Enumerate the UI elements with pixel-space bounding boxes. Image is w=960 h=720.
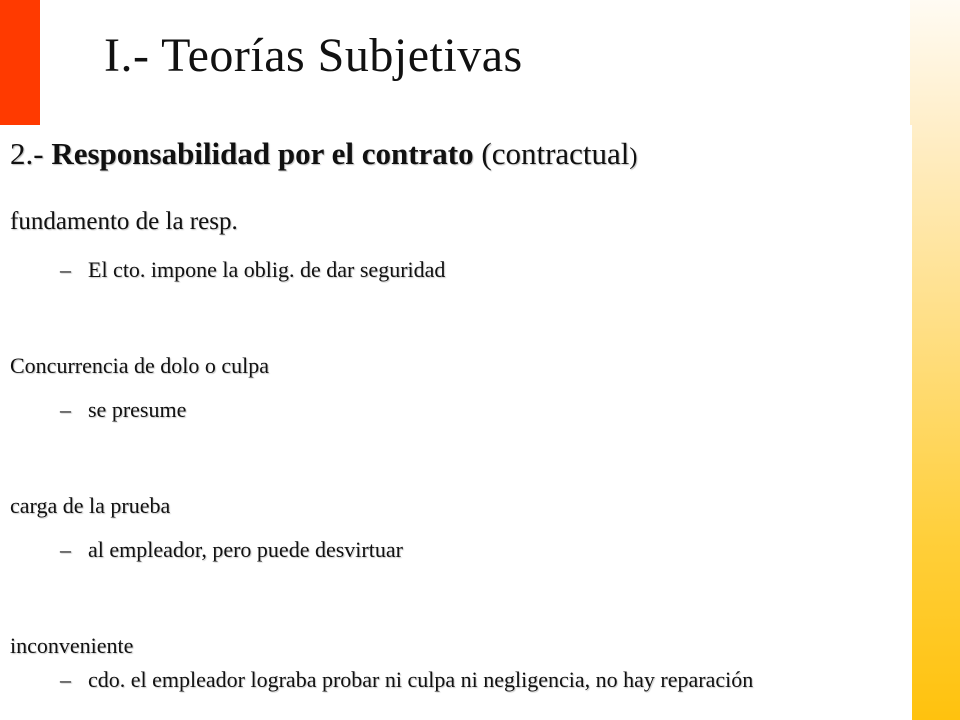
bullet-carga bbox=[60, 536, 403, 564]
bullet-text: cdo. el empleador lograba probar ni culpa ni negligencia, no hay reparación bbox=[88, 667, 754, 692]
section-label-inconveniente: inconveniente bbox=[10, 633, 134, 658]
bullet-text: se presume bbox=[88, 397, 187, 422]
section-label-concurrencia: Concurrencia de dolo o culpa bbox=[10, 353, 270, 378]
heading-paren: (contractual bbox=[473, 136, 630, 171]
section-label-carga: carga de la prueba bbox=[10, 493, 171, 518]
bullet-dash: – bbox=[60, 397, 71, 422]
heading-bold: Responsabilidad por el contrato bbox=[51, 136, 474, 171]
heading-number: 2.- bbox=[10, 136, 52, 171]
bullet-concurrencia bbox=[60, 396, 186, 424]
bullet-dash: – bbox=[60, 667, 71, 692]
bullet-fundamento bbox=[60, 256, 445, 284]
section-heading bbox=[10, 134, 637, 177]
bullet-inconveniente bbox=[60, 666, 753, 694]
bullet-text: El cto. impone la oblig. de dar seguridad bbox=[88, 257, 446, 282]
section-label-fundamento: fundamento de la resp. bbox=[10, 208, 238, 235]
bullet-dash: – bbox=[60, 257, 71, 282]
right-accent-strip bbox=[910, 0, 960, 720]
slide-title: I.- Teorías Subjetivas bbox=[104, 29, 523, 82]
bullet-text: al empleador, pero puede desvirtuar bbox=[88, 537, 403, 562]
heading-close: ) bbox=[629, 144, 638, 170]
bullet-dash: – bbox=[60, 537, 71, 562]
